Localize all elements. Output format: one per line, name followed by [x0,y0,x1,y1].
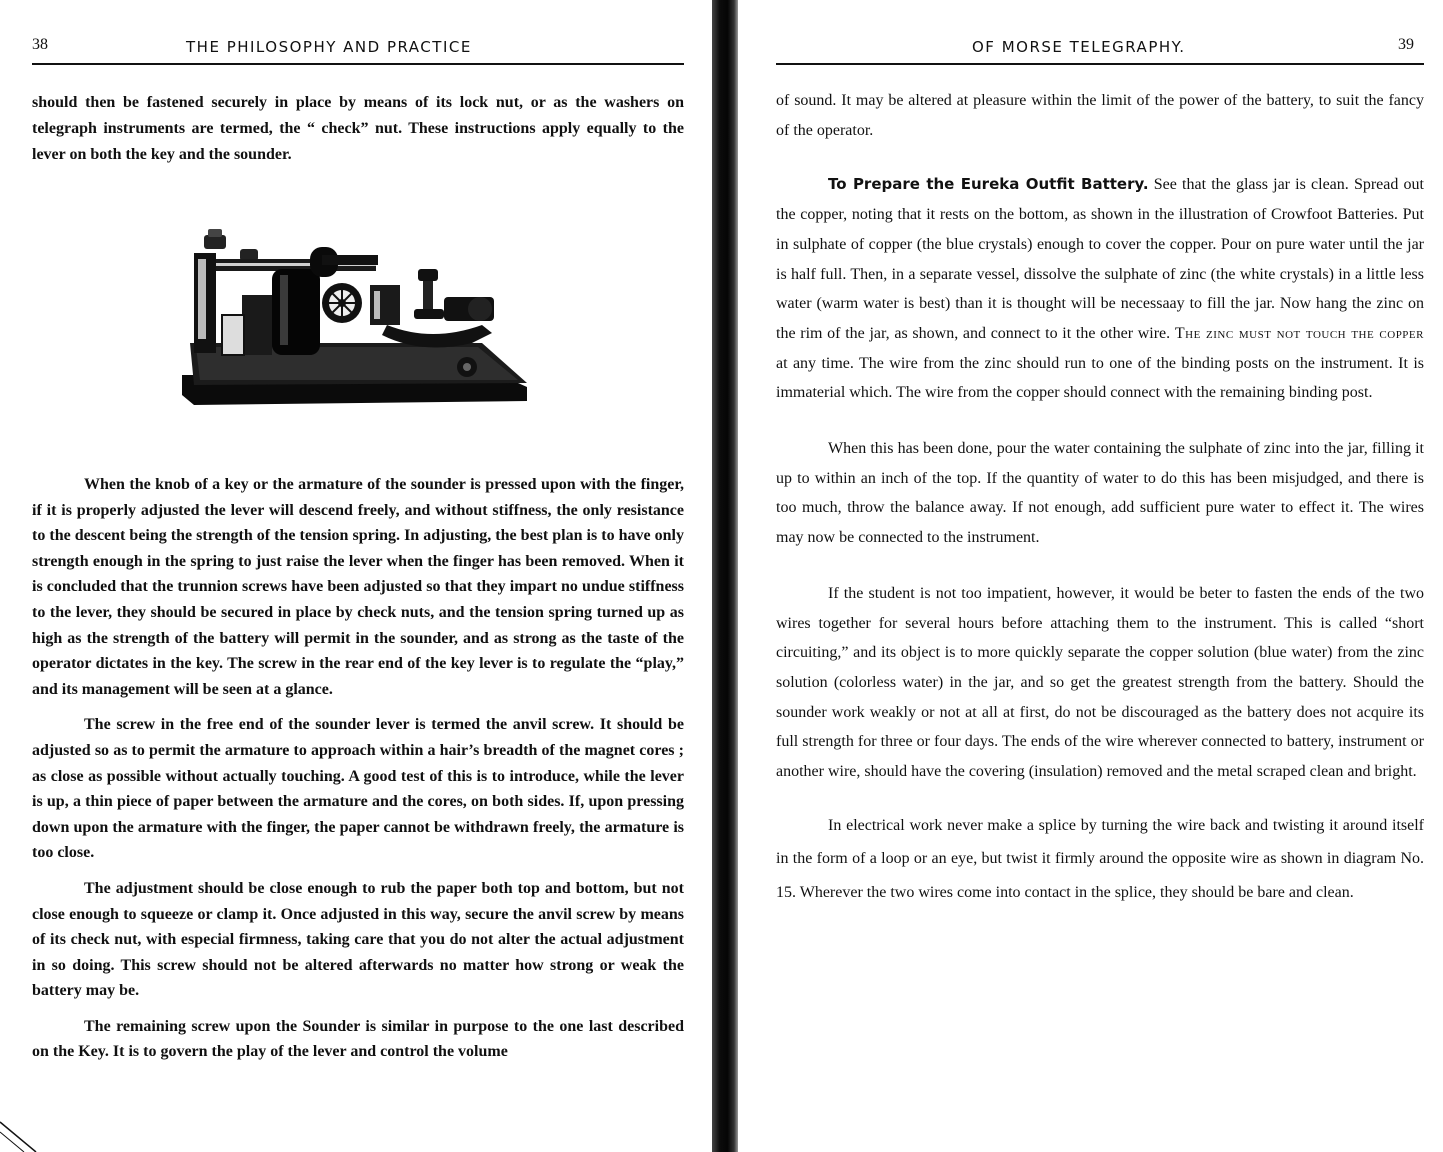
paragraph: When this has been done, pour the water containing the sulphate of zinc into the jar, filling it up to within an inch of the top. If the quantity of water to do this has been misjudged, and there is too much, throw the balance away. If not enough, add sufficient pure water to effect it. The wires may now be connected to the instrument. [776,440,1424,547]
paragraph-battery: To Prepare the Eureka Outfit Battery. See that the glass jar is clean. Spread out the copper, noting that it rests on the bottom, as shown in the illustration of Crowfoot Batteries. Put in sulphate of copper (the blue crystals) enough to cover the copper. Pour on pure water until the jar is half full. Then, in a separate vessel, dissolve the sulphate of zinc (the white crystals) in a little less water (warm water is best) than it is thought will be necessaay to fill the jar. Now hang the zinc on the rim of the jar, as shown, and connect to it the other wire. The zinc must not touch the copper at any time. The wire from the zinc should run to one of the binding posts on the instrument. It is immaterial which. The wire from the copper should connect with the remaining binding post. [776,175,1424,402]
page-number-right: 39 [1398,36,1414,53]
right-page [738,0,1443,1152]
section-heading: To Prepare the Eureka Outfit Battery. [828,175,1149,194]
paragraph: If the student is not too impatient, however, it would be beter to fasten the ends of the two wires together for several hours before attaching them to the instrument. This is called “short circuiting,” and its object is to more quickly separate the copper solution (blue water) from the zinc solution (colorless water) in the jar, and so get the greatest strength from the battery. Should the sounder work weakly or not at all at first, do not be discouraged as the battery does not acquire its full strength for three or four days. The ends of the wire wherever connected to battery, instrument or another wire, should have the covering (insulation) removed and the metal scraped clean and bright. [776,584,1424,781]
paragraph: The screw in the free end of the sounder lever is termed the anvil screw. It should be adjusted so as to permit the armature to approach within a hair’s breadth of the magnet cores ; as close as possible without actually touching. A good test of this is to introduce, while the lever is up, a thin piece of paper between the armature and the cores, on both sides. If, upon pressing down upon the armature with the finger, the paper cannot be withdrawn freely, the armature is too close. [32,716,684,862]
paragraph: In electrical work never make a splice by turning the wire back and twisting it around itself in the form of a loop or an eye, but twist it firmly around the opposite wire as shown in diagram No. 15. Wherever the two wires come into contact in the splice, they should be bare and clean. [776,816,1424,901]
left-page [0,0,712,1152]
paragraph: The adjustment should be close enough to rub the paper both top and bottom, but not close enough to squeeze or clamp it. Once adjusted in this way, secure the anvil screw by means of its check nut, with especial firmness, taking care that you do not alter the actual adjustment in so doing. This screw should not be altered afterwards no matter how strong or weak the battery may be. [32,879,684,1000]
paragraph: When the knob of a key or the armature of the sounder is pressed upon with the finger, if it is properly adjusted the lever will descend freely, and without stiffness, the only resistance to the descent being the strength of the tension spring. In adjusting, the best plan is to have only strength enough in the spring to just raise the lever when the finger has been removed. When it is concluded that the trunnion screws have been adjusted so that they impart no undue stiffness to the lever, they should be secured in place by check nuts, and the tension spring turned up as high as the strength of the battery will permit in the sounder, and as strong as the taste of the operator dictates in the key. The screw in the rear end of the key lever is to regulate the “play,” and its management will be seen at a glance. [32,476,684,698]
paragraph: of sound. It may be altered at pleasure within the limit of the power of the battery, to suit the fancy of the operator. [776,92,1424,139]
emphasis-warning: The zinc must not touch the copper [1174,324,1424,342]
telegraph-instrument-illustration [182,225,530,410]
paragraph: should then be fastened securely in place by means of its lock nut, or as the washers on telegraph instruments are termed, the “ check” nut. These instructions apply equally to the lever on both the key and the sounder. [32,94,684,163]
scan-corner-mark [0,1118,40,1152]
header-rule-left [32,63,684,65]
book-gutter [712,0,738,1152]
left-text-main [32,472,684,1065]
header-rule-right [776,63,1424,65]
left-text-top [32,90,684,168]
running-head-left: THE PHILOSOPHY AND PRACTICE [186,38,472,56]
right-text [776,86,1424,910]
running-head-right: OF MORSE TELEGRAPHY. [972,38,1186,56]
paragraph: The remaining screw upon the Sounder is similar in purpose to the one last described on the Key. It is to govern the play of the lever and control the volume [32,1017,684,1061]
page-number-left: 38 [32,36,48,53]
